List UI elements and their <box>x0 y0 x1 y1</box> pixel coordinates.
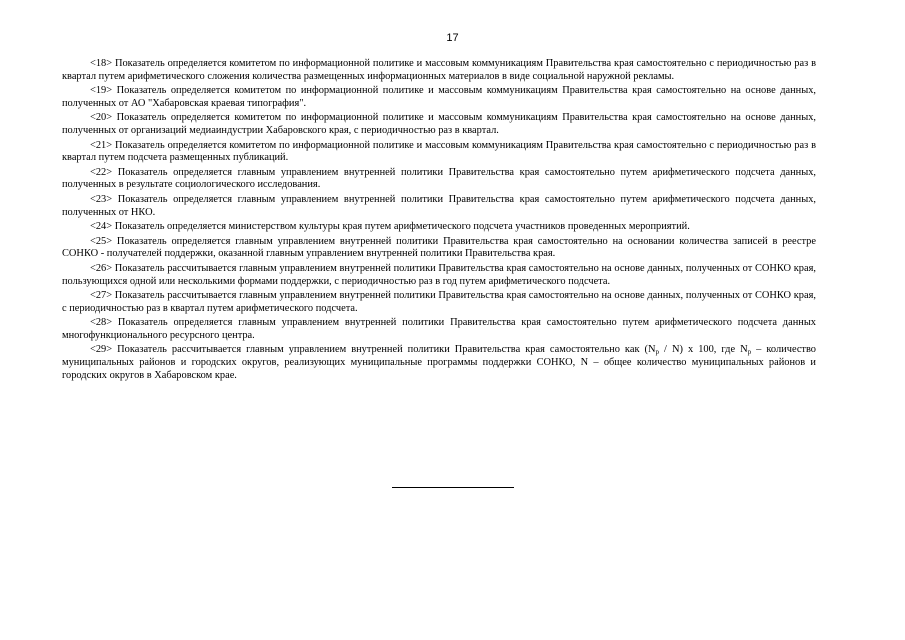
footnote-29 <box>62 344 816 382</box>
end-separator-line <box>392 487 514 488</box>
footnote-27: <27> Показатель рассчитывается главным управлением внутренней политики Правительства края самостоятельно на основе данных, полученных от СОНКО края, с периодичностью раз в квартал путем арифметического подсчета. <box>62 290 816 314</box>
footnote-29-lead: <29> Показатель рассчитывается главным управлением внутренней политики Правительства края самостоятельно как (N <box>90 344 656 356</box>
footnote-29-mid: / N) x 100, где N <box>659 344 748 356</box>
footnote-24: <24> Показатель определяется министерством культуры края путем арифметического подсчета участников проведенных мероприятий. <box>90 221 690 233</box>
footnote-20: <20> Показатель определяется комитетом по информационной политике и массовым коммуникациям Правительства края самостоятельно на основе данных, полученных от организаций медиаиндустрии Хабаровского края, с периодичностью раз в квартал. <box>62 112 816 136</box>
footnote-25: <25> Показатель определяется главным управлением внутренней политики Правительства края самостоятельно на основании количества записей в реестре СОНКО - получателей поддержки, оказанной главным управлением внутренней политики Правительства края. <box>62 235 816 260</box>
footnotes <box>62 58 816 384</box>
footnote-29-subscript-1: p <box>655 348 659 357</box>
footnote-26: <26> Показатель рассчитывается главным управлением внутренней политики Правительства края самостоятельно на основе данных, полученных от СОНКО края, пользующихся одной или несколькими формами поддержки, с периодичностью раз в год путем арифметического подсчета. <box>62 262 816 287</box>
page-number: 17 <box>446 32 459 44</box>
footnote-21: <21> Показатель определяется комитетом по информационной политике и массовым коммуникациям Правительства края самостоятельно с периодичностью раз в квартал путем подсчета размещенных публикаций. <box>62 139 816 164</box>
footnote-19: <19> Показатель определяется комитетом по информационной политике и массовым коммуникациям Правительства края самостоятельно на основе данных, полученных от АО "Хабаровская краевая типография". <box>62 85 816 109</box>
footnote-28: <28> Показатель определяется главным управлением внутренней политики Правительства края самостоятельно путем арифметического подсчета данных многофункционального ресурсного центра. <box>62 317 816 341</box>
footnote-29-tail: – количество муниципальных районов и городских округов, реализующих муниципальные программы поддержки СОНКО, N – общее количество муниципальных районов и городских округов в Хабаровском крае. <box>62 344 817 381</box>
footnote-23: <23> Показатель определяется главным управлением внутренней политики Правительства края самостоятельно путем арифметического подсчета данных, полученных от НКО. <box>62 193 816 218</box>
footnote-29-subscript-2: p <box>747 348 752 357</box>
footnote-18: <18> Показатель определяется комитетом по информационной политике и массовым коммуникациям Правительства края самостоятельно с периодичностью раз в квартал путем арифметического сложения количества размещенных информационных материалов в виде социальной наружной рекламы. <box>62 58 816 82</box>
footnote-22: <22> Показатель определяется главным управлением внутренней политики Правительства края самостоятельно путем арифметического подсчета данных, полученных в результате социологического исследования. <box>62 166 816 191</box>
